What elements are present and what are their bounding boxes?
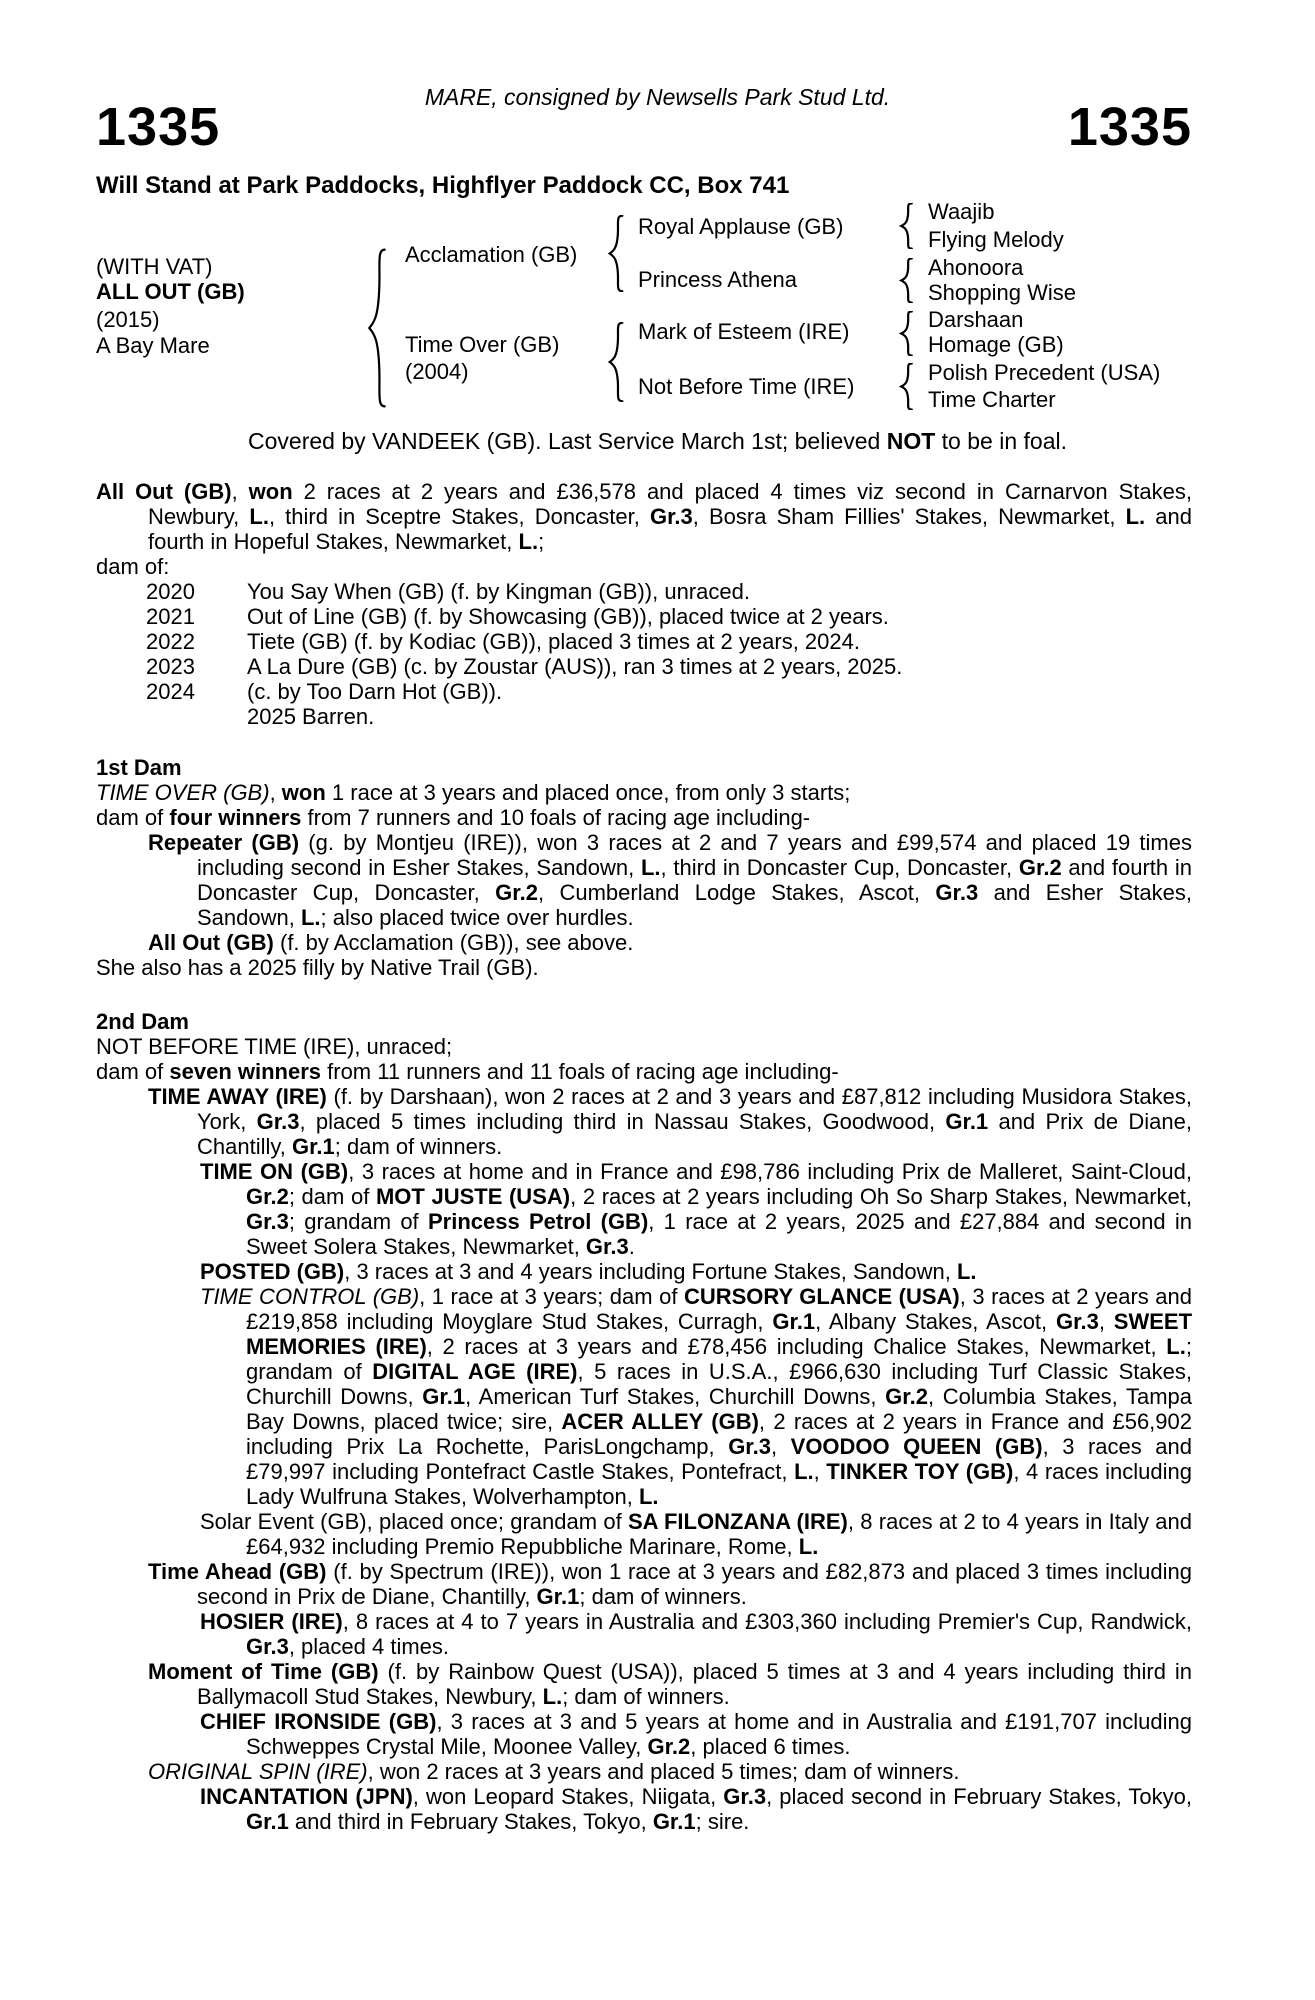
produce-text: 2025 Barren.: [247, 704, 375, 729]
pedigree-ggp-3: Ahonoora: [928, 255, 1024, 280]
pedigree-ggp-brace-2-icon: [899, 258, 914, 303]
pedigree-table: [96, 198, 1192, 438]
produce-row: [146, 654, 1192, 679]
paragraph-dam-of-four-winners: dam of four winners from 7 runners and 10 foals of racing age including-: [96, 805, 811, 830]
pedigree-ggp-1: Waajib: [928, 199, 995, 224]
lot-number-left: 1335: [96, 97, 221, 157]
pedigree-ggp-brace-1-icon: [899, 203, 914, 249]
pedigree-grandsire-1: Royal Applause (GB): [638, 214, 844, 239]
paragraph-not-before-time: NOT BEFORE TIME (IRE), unraced;: [96, 1034, 453, 1059]
paragraph-time-ahead: Time Ahead (GB) (f. by Spectrum (IRE)), won 1 race at 3 years and £82,873 and placed 3 times including second in Prix de Diane, Chantilly, Gr.1; dam of winners.: [148, 1559, 1193, 1609]
pedigree-mare-name: ALL OUT (GB): [96, 279, 245, 304]
pedigree-main-brace-icon: [366, 248, 388, 408]
paragraph-original-spin: ORIGINAL SPIN (IRE), won 2 races at 3 years and placed 5 times; dam of winners.: [148, 1759, 960, 1784]
produce-text: You Say When (GB) (f. by Kingman (GB)), unraced.: [247, 579, 750, 604]
paragraph-time-control: TIME CONTROL (GB), 1 race at 3 years; dam of CURSORY GLANCE (USA), 3 races at 2 years and £219,858 including Moyglare Stud Stakes, Curragh, Gr.1, Albany Stakes, Ascot, Gr.3, SWEET MEMORIES (IRE), 2 races at 3 years and £78,456 including Chalice Stakes, Newmarket, L.; grandam of DIGITAL AGE (IRE), 5 races in U.S.A., £966,630 including Turf Classic Stakes, Churchill Downs, Gr.1, American Turf Stakes, Churchill Downs, Gr.2, Columbia Stakes, Tampa Bay Downs, placed twice; sire, ACER ALLEY (GB), 2 races at 2 years in France and £56,902 including Prix La Rochette, ParisLongchamp, Gr.3, VOODOO QUEEN (GB), 3 races and £79,997 including Pontefract Castle Stakes, Pontefract, L., TINKER TOY (GB), 4 races including Lady Wulfruna Stakes, Wolverhampton, L.: [200, 1284, 1193, 1509]
pedigree-sire-brace-icon: [607, 215, 625, 292]
pedigree-ggp-8: Time Charter: [928, 387, 1056, 412]
produce-year: 2024: [146, 679, 195, 704]
paragraph-posted: POSTED (GB), 3 races at 3 and 4 years including Fortune Stakes, Sandown, L.: [200, 1259, 977, 1284]
paragraph-all-out-see-above: All Out (GB) (f. by Acclamation (GB)), see above.: [148, 930, 634, 955]
produce-text: A La Dure (GB) (c. by Zoustar (AUS)), ran 3 times at 2 years, 2025.: [247, 654, 903, 679]
pedigree-ggp-5: Darshaan: [928, 307, 1024, 332]
pedigree-dam-year: (2004): [405, 359, 469, 384]
paragraph-time-over: TIME OVER (GB), won 1 race at 3 years and placed once, from only 3 starts;: [96, 780, 851, 805]
pedigree-ggp-6: Homage (GB): [928, 332, 1064, 357]
produce-text: (c. by Too Darn Hot (GB)).: [247, 679, 503, 704]
paragraph-dam-of-seven-winners: dam of seven winners from 11 runners and 11 foals of racing age including-: [96, 1059, 839, 1084]
catalogue-body: [96, 479, 1192, 1834]
pedigree-foal-year: (2015): [96, 307, 160, 332]
pedigree-ggp-brace-4-icon: [899, 363, 914, 410]
paragraph-repeater: Repeater (GB) (g. by Montjeu (IRE)), won 3 races at 2 and 7 years and £99,574 and placed 19 times including second in Esher Stakes, Sandown, L., third in Doncaster Cup, Doncaster, Gr.2 and fourth in Doncaster Cup, Doncaster, Gr.2, Cumberland Lodge Stakes, Ascot, Gr.3 and Esher Stakes, Sandown, L.; also placed twice over hurdles.: [148, 830, 1193, 930]
second-dam-heading: 2nd Dam: [96, 1009, 189, 1034]
pedigree-dam: Time Over (GB): [405, 332, 560, 357]
produce-row: [146, 704, 1192, 729]
pedigree-description: A Bay Mare: [96, 333, 210, 358]
pedigree-granddam-2: Not Before Time (IRE): [638, 374, 855, 399]
paragraph-incantation: INCANTATION (JPN), won Leopard Stakes, Niigata, Gr.3, placed second in February Stakes, Tokyo, Gr.1 and third in February Stakes, Tokyo, Gr.1; sire.: [200, 1784, 1192, 1834]
covered-line: Covered by VANDEEK (GB). Last Service March 1st; believed NOT to be in foal.: [248, 428, 1067, 454]
paragraph-time-on: TIME ON (GB), 3 races at home and in France and £98,786 including Prix de Malleret, Saint-Cloud, Gr.2; dam of MOT JUSTE (USA), 2 races at 2 years including Oh So Sharp Stakes, Newmarket, Gr.3; grandam of Princess Petrol (GB), 1 race at 2 years, 2025 and £27,884 and second in Sweet Solera Stakes, Newmarket, Gr.3.: [200, 1159, 1193, 1259]
pedigree-ggp-7: Polish Precedent (USA): [928, 360, 1161, 385]
paragraph-chief-ironside: CHIEF IRONSIDE (GB), 3 races at 3 and 5 years at home and in Australia and £191,707 including Schweppes Crystal Mile, Moonee Valley, Gr.2, placed 6 times.: [200, 1709, 1192, 1759]
paragraph-hosier: HOSIER (IRE), 8 races at 4 to 7 years in Australia and £303,360 including Premier's Cup, Randwick, Gr.3, placed 4 times.: [200, 1609, 1193, 1659]
paragraph-she-also: She also has a 2025 filly by Native Trail (GB).: [96, 955, 539, 980]
dam-of-label: dam of:: [96, 554, 170, 579]
paragraph-time-away: TIME AWAY (IRE) (f. by Darshaan), won 2 races at 2 and 3 years and £87,812 including Musidora Stakes, York, Gr.3, placed 5 times including third in Nassau Stakes, Goodwood, Gr.1 and Prix de Diane, Chantilly, Gr.1; dam of winners.: [148, 1084, 1193, 1159]
produce-row: [146, 679, 1192, 704]
consignor-line: MARE, consigned by Newsells Park Stud Ltd.: [424, 84, 891, 110]
produce-text: Out of Line (GB) (f. by Showcasing (GB)), placed twice at 2 years.: [247, 604, 889, 629]
pedigree-grandsire-2: Mark of Esteem (IRE): [638, 319, 850, 344]
lot-number-right: 1335: [1067, 97, 1192, 157]
produce-year: 2023: [146, 654, 195, 679]
produce-year: [146, 704, 247, 729]
pedigree-dam-brace-icon: [607, 322, 625, 402]
produce-year: 2020: [146, 579, 195, 604]
produce-year: 2022: [146, 629, 195, 654]
pedigree-ggp-2: Flying Melody: [928, 227, 1064, 252]
produce-row: [146, 629, 1192, 654]
produce-row: [146, 604, 1192, 629]
first-dam-heading: 1st Dam: [96, 755, 182, 780]
vat-note: (WITH VAT): [96, 254, 213, 279]
pedigree-sire: Acclamation (GB): [405, 242, 578, 267]
produce-year: 2021: [146, 604, 195, 629]
produce-row: [146, 579, 1192, 604]
stand-location-line: Will Stand at Park Paddocks, Highflyer Paddock CC, Box 741: [96, 172, 790, 199]
paragraph-moment-of-time: Moment of Time (GB) (f. by Rainbow Quest (USA)), placed 5 times at 3 and 4 years including third in Ballymacoll Stud Stakes, Newbury, L.; dam of winners.: [148, 1659, 1193, 1709]
pedigree-granddam-1: Princess Athena: [638, 267, 797, 292]
produce-text: Tiete (GB) (f. by Kodiac (GB)), placed 3 times at 2 years, 2024.: [247, 629, 860, 654]
pedigree-ggp-brace-3-icon: [899, 311, 914, 356]
paragraph-solar-event: Solar Event (GB), placed once; grandam of SA FILONZANA (IRE), 8 races at 2 to 4 years in Italy and £64,932 including Premio Repubbliche Marinare, Rome, L.: [200, 1509, 1192, 1559]
pedigree-ggp-4: Shopping Wise: [928, 280, 1076, 305]
paragraph-all-out-race-record: All Out (GB), won 2 races at 2 years and £36,578 and placed 4 times viz second in Carnarvon Stakes, Newbury, L., third in Sceptre Stakes, Doncaster, Gr.3, Bosra Sham Fillies' Stakes, Newmarket, L. and fourth in Hopeful Stakes, Newmarket, L.;: [96, 479, 1192, 554]
